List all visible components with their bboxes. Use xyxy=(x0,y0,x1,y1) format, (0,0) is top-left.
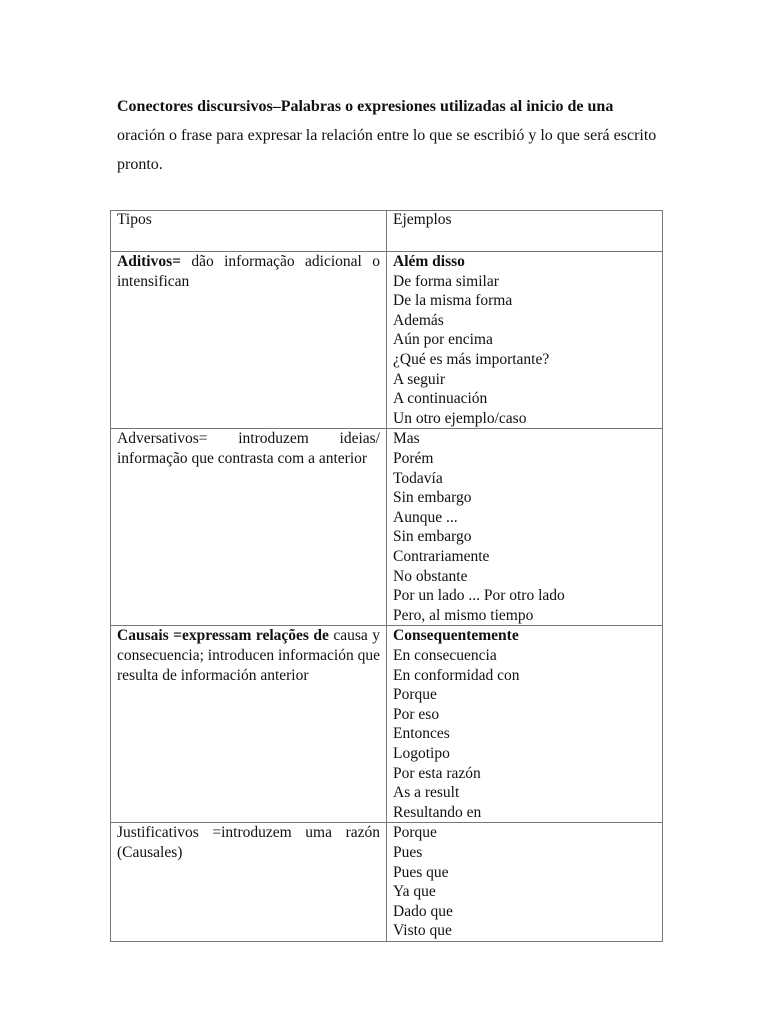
examples-cell-justificativos xyxy=(387,823,663,942)
type-cell-adversativos xyxy=(111,429,387,626)
intro-text: oración o frase para expresar la relación entre lo que se escribió y lo que será escrito pronto. xyxy=(117,127,657,173)
example-item: Sin embargo xyxy=(393,528,472,546)
table-row xyxy=(111,626,663,823)
example-item: De forma similar xyxy=(393,272,499,290)
example-item: Contrariamente xyxy=(393,547,490,565)
intro-bold: Conectores discursivos–Palabras o expresiones utilizadas al inicio de una xyxy=(117,98,614,115)
type-description: dão informação adicional o intensifican xyxy=(117,253,380,290)
example-item: Pues que xyxy=(393,863,449,881)
example-item: Dado que xyxy=(393,902,453,920)
example-item: Sin embargo xyxy=(393,489,472,507)
example-item: Mas xyxy=(393,430,420,448)
example-item: Logotipo xyxy=(393,744,450,762)
example-item: Consequentemente xyxy=(393,627,519,645)
example-item: Porque xyxy=(393,824,437,842)
example-item: Pues xyxy=(393,843,423,861)
examples-list xyxy=(393,823,656,941)
type-cell-justificativos xyxy=(111,823,387,942)
example-item: Entonces xyxy=(393,725,450,743)
example-item: Resultando en xyxy=(393,803,482,821)
example-item: Además xyxy=(393,311,444,329)
example-item: Por eso xyxy=(393,705,440,723)
connectors-table xyxy=(110,210,663,942)
type-description: causa y consecuencia; introducen información que resulta de información anterior xyxy=(117,627,380,684)
example-item: Ya que xyxy=(393,883,436,901)
example-item: ¿Qué es más importante? xyxy=(393,350,550,368)
example-item: Porque xyxy=(393,686,437,704)
header-ejemplos: Ejemplos xyxy=(387,211,663,252)
example-item: Un otro ejemplo/caso xyxy=(393,409,527,427)
example-item: A continuación xyxy=(393,390,488,408)
type-label: Aditivos= xyxy=(117,253,181,270)
type-description: Adversativos= introduzem ideias/ informação que contrasta com a anterior xyxy=(117,430,380,467)
example-item: Visto que xyxy=(393,922,452,940)
table-row xyxy=(111,823,663,942)
table-row xyxy=(111,252,663,429)
example-item: No obstante xyxy=(393,567,468,585)
example-item: As a result xyxy=(393,784,460,802)
type-cell-causais xyxy=(111,626,387,823)
examples-cell-causais xyxy=(387,626,663,823)
example-item: Aunque ... xyxy=(393,508,458,526)
examples-cell-adversativos xyxy=(387,429,663,626)
table-row xyxy=(111,429,663,626)
header-tipos: Tipos xyxy=(111,211,387,252)
table-header-row xyxy=(111,211,663,252)
type-cell-aditivos xyxy=(111,252,387,429)
examples-cell-aditivos xyxy=(387,252,663,429)
example-item: De la misma forma xyxy=(393,292,513,310)
example-item: A seguir xyxy=(393,370,446,388)
example-item: Todavía xyxy=(393,469,443,487)
example-item: Por esta razón xyxy=(393,764,481,782)
example-item: Pero, al mismo tiempo xyxy=(393,606,534,624)
type-label: Causais =expressam relações de xyxy=(117,627,329,645)
examples-list xyxy=(393,626,656,822)
example-item: En conformidad con xyxy=(393,666,520,684)
intro-paragraph xyxy=(117,92,662,179)
example-item: Porém xyxy=(393,449,434,467)
type-description: Justificativos =introduzem uma razón (Causales) xyxy=(117,824,380,861)
example-item: Por un lado ... Por otro lado xyxy=(393,587,565,605)
examples-list xyxy=(393,429,656,625)
example-item: En consecuencia xyxy=(393,646,497,664)
example-item: Além disso xyxy=(393,253,465,270)
example-item: Aún por encima xyxy=(393,331,493,349)
examples-list xyxy=(393,252,656,428)
